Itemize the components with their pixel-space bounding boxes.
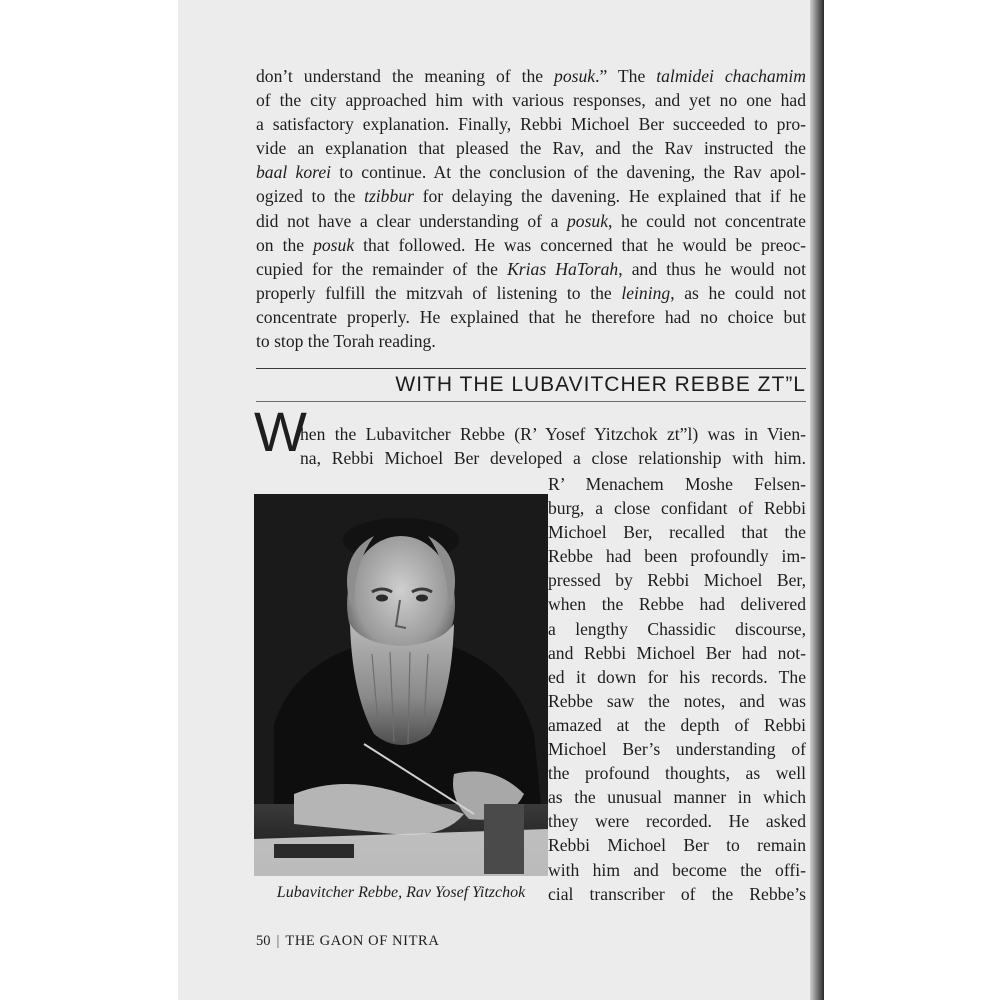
text-line	[548, 858, 806, 882]
text-run: that followed. He was concerned that he would be preoc-	[354, 234, 806, 255]
italic-term: baal korei	[256, 162, 332, 183]
italic-term: leining	[621, 282, 671, 303]
text-line	[548, 689, 806, 713]
text-line	[256, 160, 806, 184]
paragraph-lubavitcher-column	[548, 472, 806, 906]
text-line	[548, 472, 806, 496]
text-line	[300, 422, 806, 446]
paragraph-lubavitcher-intro	[300, 422, 806, 470]
text-line	[256, 209, 806, 233]
section-rule-top	[256, 368, 806, 369]
text-line	[548, 785, 806, 809]
section-rule-bottom	[256, 401, 806, 402]
text-line	[548, 809, 806, 833]
text-run: for delaying the davening. He explained that if he	[413, 186, 806, 207]
text-run: hen the Lubavitcher Rebbe (R’ Yosef Yitzchok zt”l) was in Vien-	[300, 424, 806, 444]
text-line	[548, 520, 806, 544]
text-run: Rebbe had been profoundly im-	[548, 546, 806, 567]
page-number: 50	[256, 933, 271, 949]
text-run: pressed by Rebbi Michoel Ber,	[548, 570, 806, 591]
text-line	[548, 761, 806, 785]
text-run: on the	[256, 234, 314, 255]
page-footer	[256, 930, 439, 952]
text-run: amazed at the depth of Rebbi	[548, 714, 806, 735]
text-line	[548, 641, 806, 665]
text-run: a satisfactory explanation. Finally, Rebbi Michoel Ber succeeded to pro-	[256, 114, 806, 135]
italic-term: talmidei chachamim	[656, 66, 806, 86]
text-run: Michoel Ber, recalled that the	[548, 522, 806, 543]
text-run: Rebbe saw the notes, and was	[548, 690, 806, 711]
text-run: burg, a close confidant of Rebbi	[548, 498, 806, 519]
photo-caption: Lubavitcher Rebbe, Rav Yosef Yitzchok	[276, 884, 526, 901]
text-line	[256, 305, 806, 329]
text-run: don’t understand the meaning of the	[256, 66, 555, 86]
section-heading: WITH THE LUBAVITCHER REBBE ZT”L	[395, 373, 806, 396]
text-line	[548, 544, 806, 568]
text-run: vide an explanation that pleased the Rav, and the Rav instructed the	[256, 138, 806, 159]
text-run: cial transcriber of the Rebbe’s	[548, 883, 806, 904]
running-book-title: THE GAON OF NITRA	[285, 933, 440, 949]
text-run: na, Rebbi Michoel Ber developed a close relationship with him.	[300, 448, 806, 469]
italic-term: Krias HaTorah	[507, 258, 619, 279]
text-line	[256, 329, 806, 353]
page-binding-edge	[810, 0, 824, 1000]
text-line	[548, 713, 806, 737]
text-run: cupied for the remainder of the	[256, 258, 508, 279]
italic-term: posuk	[566, 210, 609, 231]
text-run: to continue. At the conclusion of the davening, the Rav apol-	[331, 162, 806, 183]
text-line	[300, 446, 806, 470]
text-line	[548, 496, 806, 520]
text-run: of the city approached him with various responses, and yet no one had	[256, 90, 806, 111]
text-run: as the unusual manner in which	[548, 787, 806, 808]
text-line	[256, 88, 806, 112]
scan-background-left	[0, 0, 178, 1000]
drop-cap: W	[254, 400, 307, 463]
text-run: Rebbi Michoel Ber to remain	[548, 835, 806, 856]
text-run: the profound thoughts, as well	[548, 763, 806, 784]
text-line	[256, 136, 806, 160]
text-run: .” The	[595, 66, 657, 86]
text-run: to stop the Torah reading.	[256, 331, 436, 352]
text-run: R’ Menachem Moshe Felsen-	[548, 474, 806, 494]
text-line	[548, 833, 806, 857]
italic-term: posuk	[554, 66, 596, 86]
text-run: concentrate properly. He explained that he therefore had no choice but	[256, 306, 806, 327]
text-line	[548, 882, 806, 906]
text-run: , and thus he would not	[618, 258, 806, 279]
text-run: did not have a clear understanding of a	[256, 210, 567, 231]
footer-separator: |	[276, 933, 280, 949]
text-run: and Rebbi Michoel Ber had not-	[548, 642, 806, 663]
text-line	[548, 737, 806, 761]
text-run: , he could not concentrate	[608, 210, 806, 231]
text-run: Michoel Ber’s understanding of	[548, 739, 806, 760]
text-line	[256, 233, 806, 257]
text-line	[256, 281, 806, 305]
text-run: when the Rebbe had delivered	[548, 594, 806, 615]
text-run: with him and become the offi-	[548, 859, 806, 880]
scan-background-right	[824, 0, 1000, 1000]
paragraph-torah-reading	[256, 64, 806, 353]
text-line	[256, 184, 806, 208]
text-line	[548, 592, 806, 616]
italic-term: posuk	[313, 234, 355, 255]
text-line	[256, 112, 806, 136]
text-run: a lengthy Chassidic discourse,	[548, 618, 806, 639]
text-line	[548, 617, 806, 641]
text-run: they were recorded. He asked	[548, 811, 806, 832]
text-run: , as he could not	[670, 282, 806, 303]
text-run: properly fulfill the mitzvah of listening to the	[256, 282, 622, 303]
text-line	[548, 665, 806, 689]
text-run: ed it down for his records. The	[548, 666, 806, 687]
text-line	[548, 568, 806, 592]
text-line	[256, 257, 806, 281]
text-line	[256, 64, 806, 88]
portrait-photo	[254, 494, 548, 876]
italic-term: tzibbur	[364, 186, 414, 207]
text-run: ogized to the	[256, 186, 365, 207]
